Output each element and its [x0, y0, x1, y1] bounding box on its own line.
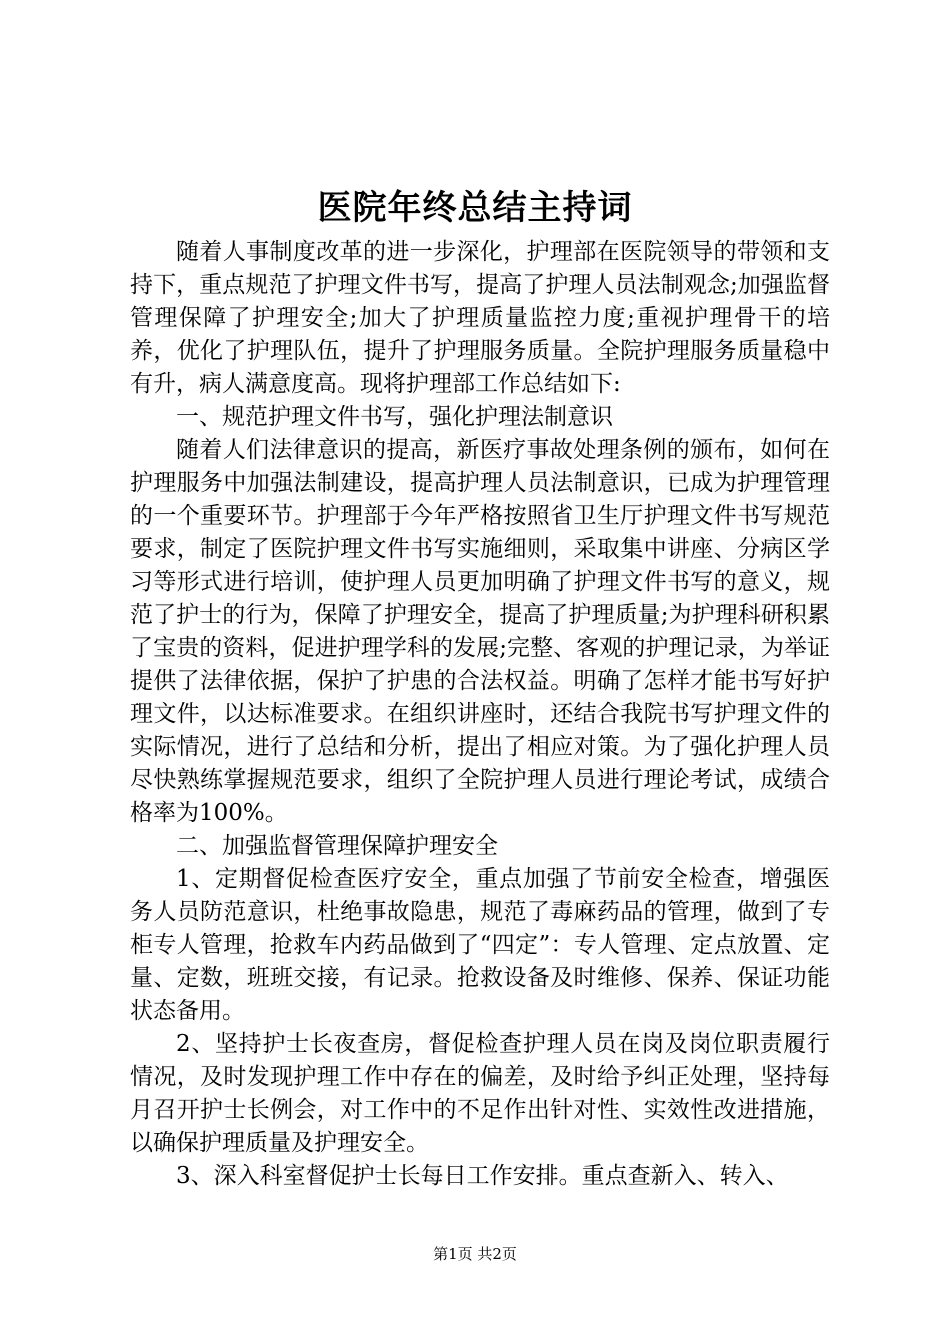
- paragraph-item-3: 3、深入科室督促护士长每日工作安排。重点查新入、转入、: [176, 1163, 789, 1189]
- document-title: 医院年终总结主持词: [317, 188, 633, 228]
- section-heading-1: 一、规范护理文件书写，强化护理法制意识: [176, 404, 613, 430]
- paragraph-item-2: 2、坚持护士长夜查房，督促检查护理人员在岗及岗位职责履行情况，及时发现护理工作中存在的偏差，及时给予纠正处理，坚持每月召开护士长例会，对工作中的不足作出针对性、实效性改进措施，以确保护理质量及护理安全。: [130, 1031, 830, 1156]
- section-heading-2: 二、加强监督管理保障护理安全: [176, 833, 498, 859]
- paragraph-section-1: 随着人们法律意识的提高，新医疗事故处理条例的颁布，如何在护理服务中加强法制建设，提高护理人员法制意识，已成为护理管理的一个重要环节。护理部于今年严格按照省卫生厅护理文件书写规范要求，制定了医院护理文件书写实施细则，采取集中讲座、分病区学习等形式进行培训，使护理人员更加明确了护理文件书写的意义，规范了护士的行为，保障了护理安全，提高了护理质量;为护理科研积累了宝贵的资料，促进护理学科的发展;完整、客观的护理记录，为举证提供了法律依据，保护了护患的合法权益。明确了怎样才能书写好护理文件，以达标准要求。在组织讲座时，还结合我院书写护理文件的实际情况，进行了总结和分析，提出了相应对策。为了强化护理人员尽快熟练掌握规范要求，组织了全院护理人员进行理论考试，成绩合格率为100%。: [130, 437, 830, 826]
- page-footer: 第1页 共2页: [433, 1245, 517, 1263]
- paragraph-item-1: 1、定期督促检查医疗安全，重点加强了节前安全检查，增强医务人员防范意识，杜绝事故隐患，规范了毒麻药品的管理，做到了专柜专人管理，抢救车内药品做到了“四定”：专人管理、定点放置、定量、定数，班班交接，有记录。抢救设备及时维修、保养、保证功能状态备用。: [130, 866, 830, 1024]
- paragraph-intro: 随着人事制度改革的进一步深化，护理部在医院领导的带领和支持下，重点规范了护理文件书写，提高了护理人员法制观念;加强监督管理保障了护理安全;加大了护理质量监控力度;重视护理骨干的培养，优化了护理队伍，提升了护理服务质量。全院护理服务质量稳中有升，病人满意度高。现将护理部工作总结如下:: [130, 239, 830, 397]
- document-body: [130, 236, 830, 1193]
